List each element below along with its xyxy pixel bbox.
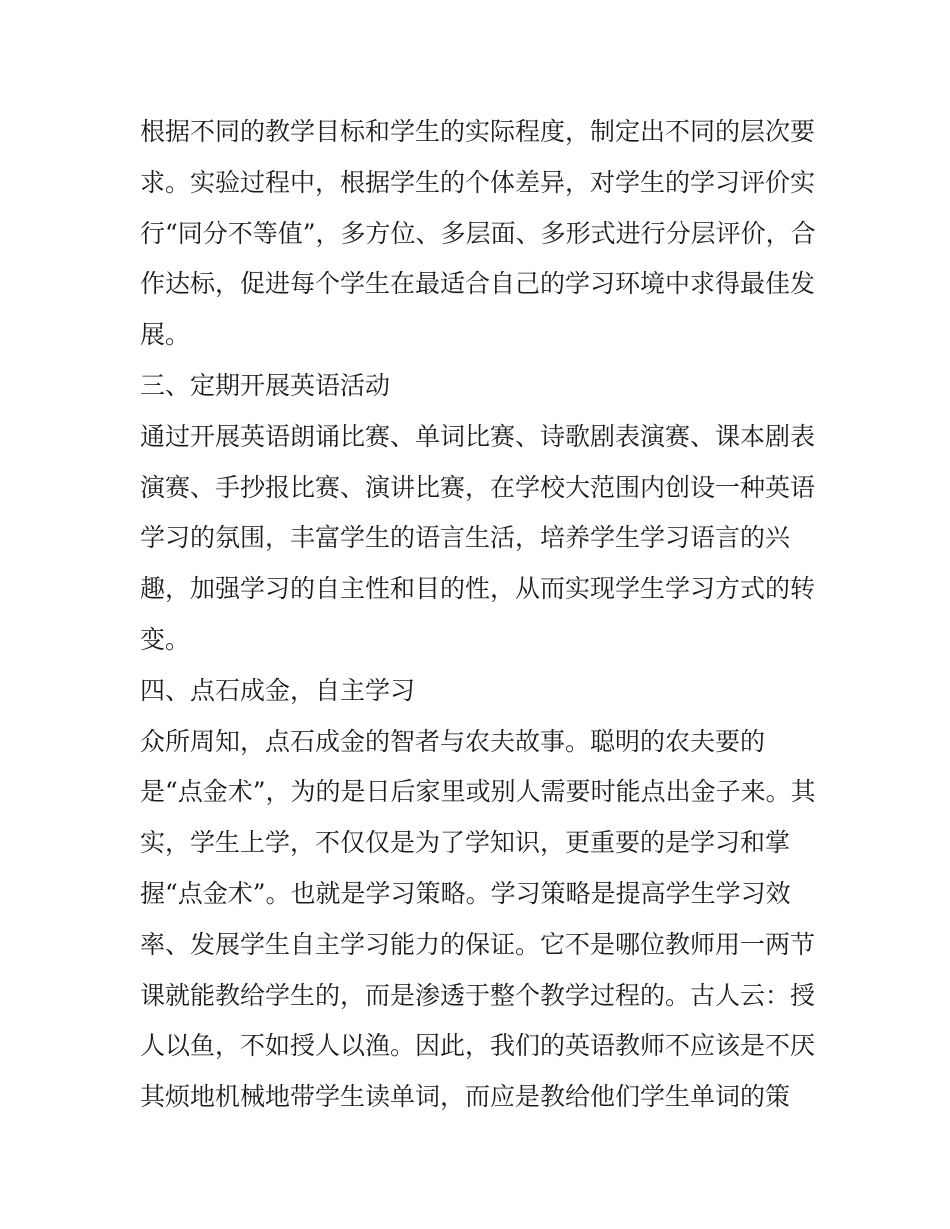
text-line: 趣，加强学习的自主性和目的性，从而实现学生学习方式的转 — [140, 574, 816, 604]
text-line: 众所周知，点石成金的智者与农夫故事。聪明的农夫要的 — [140, 726, 766, 756]
text-line: 变。 — [140, 624, 191, 654]
text-line: 握“点金术”。也就是学习策略。学习策略是提高学生学习效 — [140, 878, 791, 908]
text-line: 演赛、手抄报比赛、演讲比赛，在学校大范围内创设一种英语 — [140, 472, 816, 502]
text-line: 学习的氛围，丰富学生的语言生活，培养学生学习语言的兴 — [140, 523, 791, 553]
text-line: 求。实验过程中，根据学生的个体差异，对学生的学习评价实 — [140, 167, 816, 197]
text-line: 是“点金术”，为的是日后家里或别人需要时能点出金子来。其 — [140, 777, 816, 807]
text-line: 通过开展英语朗诵比赛、单词比赛、诗歌剧表演赛、课本剧表 — [140, 421, 816, 451]
text-line: 实，学生上学，不仅仅是为了学知识，更重要的是学习和掌 — [140, 828, 791, 858]
section-heading: 三、定期开展英语活动 — [140, 370, 391, 400]
text-line: 人以鱼，不如授人以渔。因此，我们的英语教师不应该是不厌 — [140, 1031, 816, 1061]
text-line: 作达标，促进每个学生在最适合自己的学习环境中求得最佳发 — [140, 269, 816, 299]
text-line: 行“同分不等值”，多方位、多层面、多形式进行分层评价，合 — [140, 218, 816, 248]
section-heading: 四、点石成金，自主学习 — [140, 675, 416, 705]
text-line: 其烦地机械地带学生读单词，而应是教给他们学生单词的策 — [140, 1082, 791, 1112]
text-line: 课就能教给学生的，而是渗透于整个教学过程的。古人云：授 — [140, 980, 816, 1010]
text-line: 根据不同的教学目标和学生的实际程度，制定出不同的层次要 — [140, 117, 816, 146]
body-text — [140, 107, 830, 1123]
text-line: 率、发展学生自主学习能力的保证。它不是哪位教师用一两节 — [140, 929, 816, 959]
text-line: 展。 — [140, 320, 191, 350]
